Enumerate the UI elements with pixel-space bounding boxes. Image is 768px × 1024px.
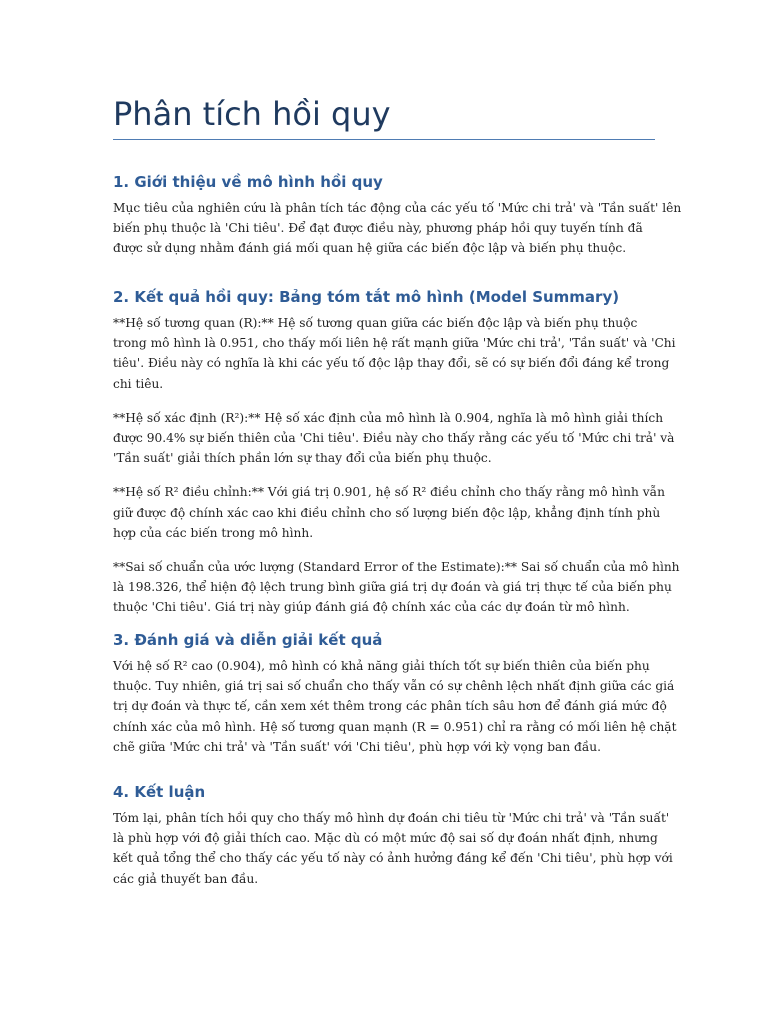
paragraph — [113, 808, 673, 889]
text-line: được 90.4% sự biến thiên của 'Chi tiêu'. Điều này cho thấy rằng các yếu tố 'Mức chi trả' và — [113, 431, 675, 446]
paragraph-r-squared — [113, 408, 675, 469]
section-heading: 1. Giới thiệu về mô hình hồi quy — [113, 173, 383, 191]
text-line: là phù hợp với độ giải thích cao. Mặc dù có một mức độ sai số dự đoán nhất định, nhưng — [113, 831, 658, 846]
text-line: **Hệ số tương quan (R):** Hệ số tương quan giữa các biến độc lập và biến phụ thuộc — [113, 316, 638, 330]
text-line: chính xác của mô hình. Hệ số tương quan mạnh (R = 0.951) chỉ ra rằng có mối liên hệ chặt — [113, 719, 677, 734]
section-introduction — [113, 172, 682, 273]
text-line: **Hệ số xác định (R²):** Hệ số xác định của mô hình là 0.904, nghĩa là mô hình giải thích — [113, 410, 664, 425]
text-line: **Hệ số R² điều chỉnh:** Với giá trị 0.901, hệ số R² điều chỉnh cho thấy rằng mô hình vẫn — [113, 485, 665, 500]
text-line: được sử dụng nhằm đánh giá mối quan hệ giữa các biến độc lập và biến phụ thuộc. — [113, 241, 627, 256]
section-model-summary — [113, 287, 680, 632]
paragraph — [113, 198, 682, 259]
text-line: trong mô hình là 0.951, cho thấy mối liên hệ rất mạnh giữa 'Mức chi trả', 'Tần suất' và 'Chi — [113, 336, 676, 351]
section-conclusion — [113, 782, 673, 903]
text-line: Với hệ số R² cao (0.904), mô hình có khả năng giải thích tốt sự biến thiên của biến phụ — [113, 659, 650, 673]
section-evaluation — [113, 630, 677, 771]
text-line: **Sai số chuẩn của ước lượng (Standard Error of the Estimate):** Sai số chuẩn của mô hình — [113, 560, 680, 575]
text-line: là 198.326, thể hiện độ lệch trung bình giữa giá trị dự đoán và giá trị thực tế của biến phụ — [113, 580, 672, 595]
text-line: trị dự đoán và thực tế, cần xem xét thêm trong các phân tích sâu hơn để đánh giá mức độ — [113, 699, 667, 714]
paragraph-standard-error — [113, 557, 680, 618]
text-line: thuộc. Tuy nhiên, giá trị sai số chuẩn cho thấy vẫn có sự chênh lệch nhất định giữa các giá — [113, 679, 675, 694]
paragraph-correlation — [113, 313, 676, 394]
section-heading: 4. Kết luận — [113, 783, 206, 801]
section-heading: 2. Kết quả hồi quy: Bảng tóm tắt mô hình (Model Summary) — [113, 288, 620, 306]
text-line: giữ được độ chính xác cao khi điều chỉnh cho số lượng biến độc lập, khẳng định tính phù — [113, 505, 661, 520]
text-line: biến phụ thuộc là 'Chi tiêu'. Để đạt được điều này, phương pháp hồi quy tuyến tính đã — [113, 221, 643, 236]
text-line: Mục tiêu của nghiên cứu là phân tích tác động của các yếu tố 'Mức chi trả' và 'Tần suất' lên — [113, 201, 682, 215]
text-line: thuộc 'Chi tiêu'. Giá trị này giúp đánh giá độ chính xác của các dự đoán từ mô hình. — [113, 600, 630, 615]
title-divider — [113, 139, 655, 140]
page-title: Phân tích hồi quy — [113, 95, 391, 133]
text-line: 'Tần suất' giải thích phần lớn sự thay đổi của biến phụ thuộc. — [113, 451, 492, 466]
text-line: các giả thuyết ban đầu. — [113, 871, 259, 886]
text-line: chẽ giữa 'Mức chi trả' và 'Tần suất' với 'Chi tiêu', phù hợp với kỳ vọng ban đầu. — [113, 739, 602, 754]
text-line: hợp của các biến trong mô hình. — [113, 525, 314, 540]
text-line: tiêu'. Điều này có nghĩa là khi các yếu tố độc lập thay đổi, sẽ có sự biến đổi đáng kể trong — [113, 356, 670, 371]
text-line: chi tiêu. — [113, 376, 164, 391]
section-heading: 3. Đánh giá và diễn giải kết quả — [113, 631, 383, 649]
text-line: kết quả tổng thể cho thấy các yếu tố này có ảnh hưởng đáng kể đến 'Chi tiêu', phù hợp với — [113, 851, 673, 866]
paragraph-adjusted-r-squared — [113, 482, 665, 543]
paragraph — [113, 656, 677, 757]
text-line: Tóm lại, phân tích hồi quy cho thấy mô hình dự đoán chi tiêu từ 'Mức chi trả' và 'Tần suất' — [113, 811, 670, 825]
